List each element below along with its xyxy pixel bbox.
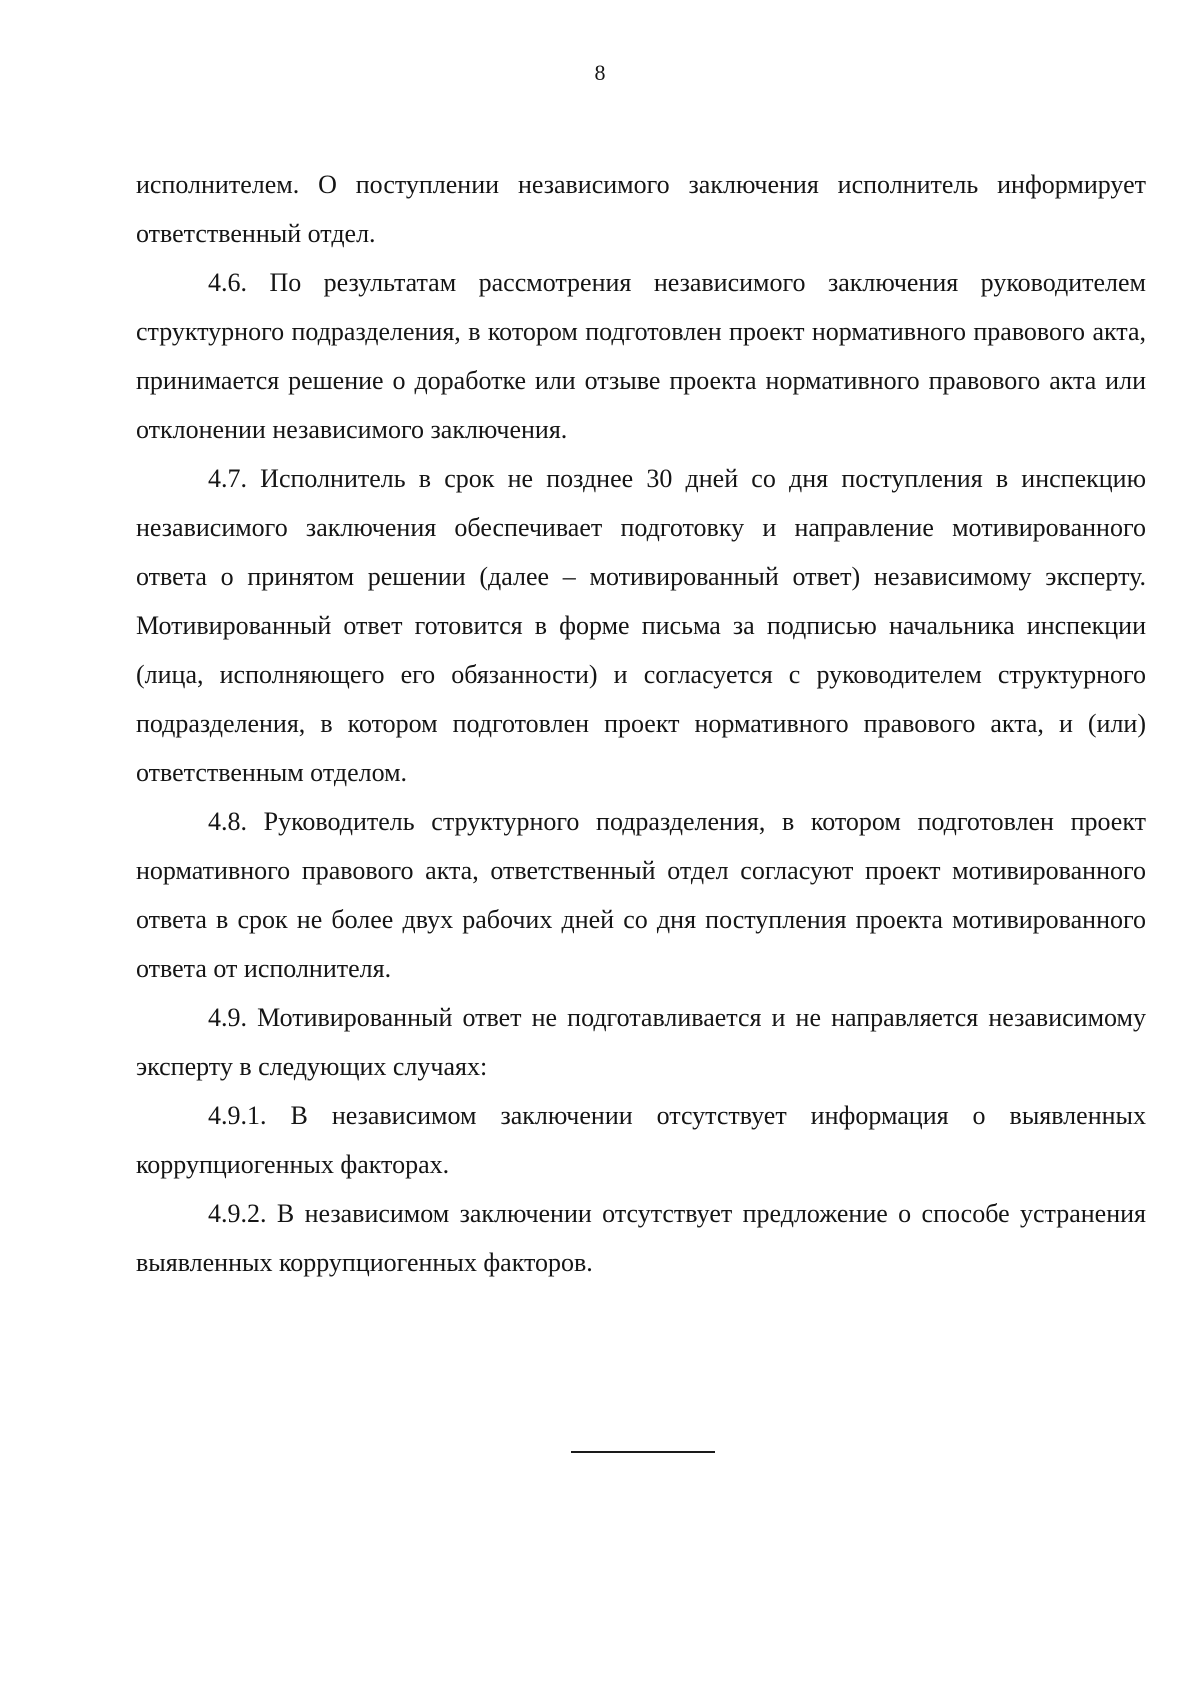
paragraph-4-6: 4.6. По результатам рассмотрения независимого заключения руководителем структурного подразделения, в котором подготовлен проект нормативного правового акта, принимается решение о доработке или отзыве проекта нормативного правового акта или отклонении независимого заключения. [136, 268, 1146, 444]
page-number: 8 [594, 60, 606, 85]
paragraph-continuation: исполнителем. О поступлении независимого заключения исполнитель информирует ответственный отдел. [136, 170, 1146, 248]
paragraph-4-9: 4.9. Мотивированный ответ не подготавливается и не направляется независимому эксперту в следующих случаях: [136, 1003, 1146, 1081]
paragraph-4-8: 4.8. Руководитель структурного подразделения, в котором подготовлен проект нормативного правового акта, ответственный отдел согласуют проект мотивированного ответа в срок не более двух рабочих дней со дня поступления проекта мотивированного ответа от исполнителя. [136, 807, 1146, 983]
paragraph-4-7: 4.7. Исполнитель в срок не позднее 30 дней со дня поступления в инспекцию независимого заключения обеспечивает подготовку и направление мотивированного ответа о принятом решении (далее – мотивированный ответ) независимому эксперту. Мотивированный ответ готовится в форме письма за подписью начальника инспекции (лица, исполняющего его обязанности) и согласуется с руководителем структурного подразделения, в котором подготовлен проект нормативного правового акта, и (или) ответственным отделом. [136, 464, 1146, 787]
end-of-document-rule [571, 1451, 715, 1453]
paragraph-4-9-2: 4.9.2. В независимом заключении отсутствует предложение о способе устранения выявленных коррупциогенных факторов. [136, 1199, 1146, 1277]
document-body [136, 160, 1146, 1287]
paragraph-4-9-1: 4.9.1. В независимом заключении отсутствует информация о выявленных коррупциогенных факторах. [136, 1101, 1146, 1179]
